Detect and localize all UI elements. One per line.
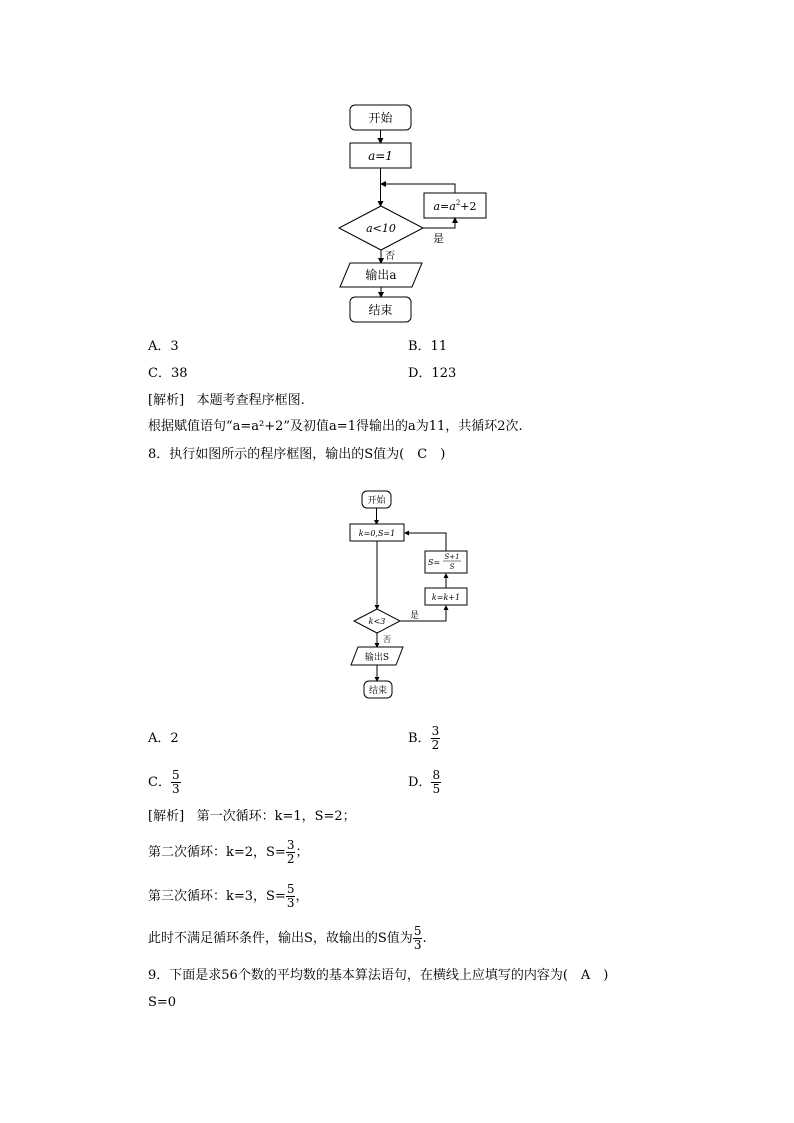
q8-option-b-fraction: $\frac{3}{2}$ [431, 724, 440, 752]
fc1-no-label: 否 [385, 251, 395, 262]
fc2-update-s-num: S+1 [444, 553, 460, 561]
q7-analysis-line2: 根据赋值语句“a=a²+2”及初值a=1得输出的a为11，共循环2次. [148, 419, 523, 434]
q8-option-b: B． $\frac{3}{2}$ [408, 724, 440, 752]
fc2-start-text: 开始 [367, 496, 386, 506]
fc2-update-k-text: k=k+1 [431, 593, 461, 602]
q8-line2-fraction: $\frac{3}{2}$ [286, 838, 295, 866]
q7-option-a: A．3 [148, 339, 179, 354]
q9-question: 9．下面是求56个数的平均数的基本算法语句，在横线上应填写的内容为( A ) [148, 968, 609, 983]
fc1-init-text: a=1 [368, 149, 393, 163]
q7-option-c: C．38 [148, 366, 188, 381]
fc2-end-text: 结束 [368, 686, 388, 696]
q7-option-d: D．123 [408, 366, 457, 381]
fc2-condition-text: k<3 [368, 617, 386, 626]
q8-line4-fraction: $\frac{5}{3}$ [413, 924, 422, 952]
q8-option-d-fraction: $\frac{8}{5}$ [432, 768, 441, 796]
q8-analysis-line4: 此时不满足循环条件，输出S，故输出的S值为 $\frac{5}{3}$ . [148, 924, 427, 952]
fc2-no-label: 否 [383, 635, 391, 644]
fc2-update-s-den: S [449, 563, 455, 571]
q7-option-b: B．11 [408, 339, 448, 354]
fc1-update-text: $a=a^2+2$ [433, 199, 477, 213]
q9-line1: S=0 [148, 995, 177, 1010]
q8-line3-fraction: $\frac{5}{3}$ [286, 882, 295, 910]
q8-analysis-line2: 第二次循环：k=2，S= $\frac{3}{2}$ ； [148, 838, 309, 866]
fc2-init-text: k=0,S=1 [358, 529, 396, 538]
fc1-yes-label: 是 [433, 232, 444, 245]
q8-option-a: A．2 [148, 731, 179, 746]
fc2-yes-label: 是 [410, 611, 420, 621]
q8-analysis-line3: 第三次循环：k=3，S= $\frac{5}{3}$ ， [148, 882, 309, 910]
q8-option-c-fraction: $\frac{5}{3}$ [171, 768, 180, 796]
q8-option-d: D． $\frac{8}{5}$ [408, 768, 441, 796]
fc2-output-text: 输出S [364, 653, 390, 663]
fc1-condition-text: a<10 [366, 222, 396, 235]
q7-analysis-tag: [解析] [148, 393, 185, 408]
q7-analysis-text1: 本题考查程序框图. [196, 393, 305, 408]
fc1-end-text: 结束 [368, 303, 393, 317]
q8-analysis-line1: [解析] 第一次循环：k=1，S=2； [148, 809, 356, 824]
q8-question: 8．执行如图所示的程序框图，输出的S值为( C ) [148, 447, 446, 462]
fc2-update-s-lhs: S= [428, 558, 441, 567]
fc1-output-text: 输出a [365, 268, 397, 282]
q8-option-c: C． $\frac{5}{3}$ [148, 768, 180, 796]
fc1-start-text: 开始 [368, 111, 393, 125]
q8-analysis-tag: [解析] [148, 809, 185, 824]
